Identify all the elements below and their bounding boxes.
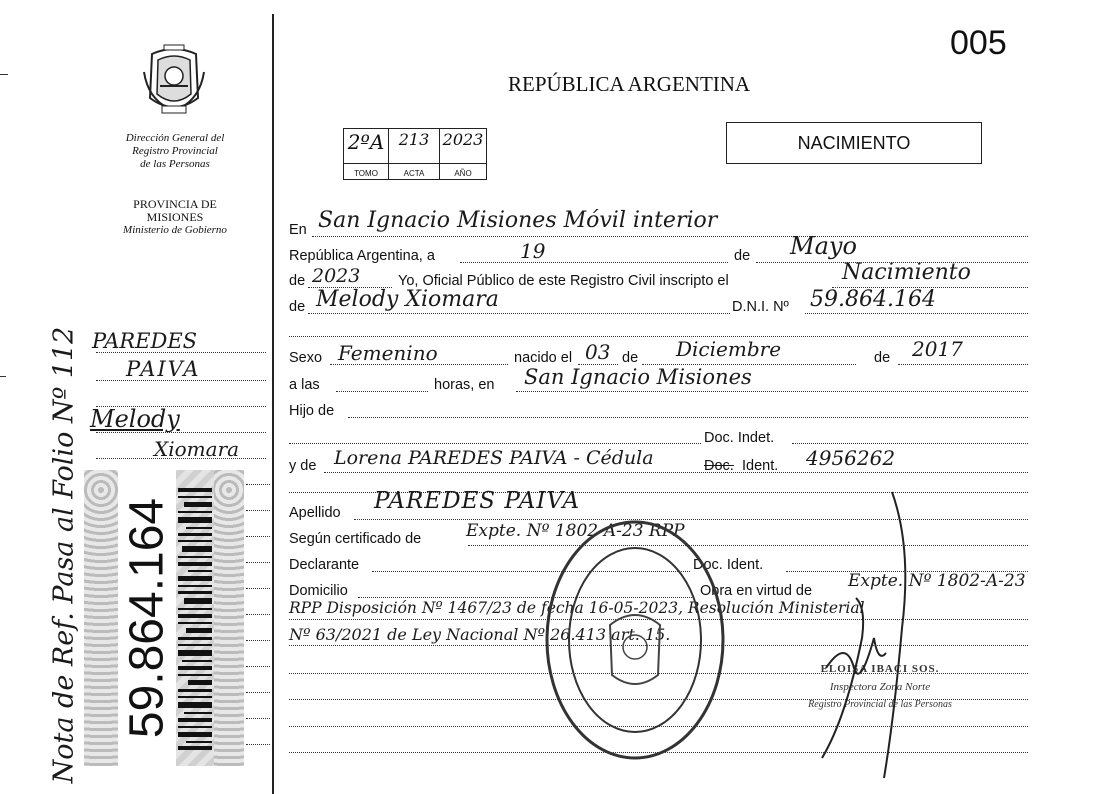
- domicilio-label: Domicilio: [289, 583, 348, 599]
- id-number-wrap: [118, 470, 176, 766]
- rpp-line: RPP Disposición Nº 1467/23 de fecha 16-05-2023, Resolución Ministerial: [289, 599, 865, 617]
- margin-surname-1: PAREDES: [92, 329, 198, 353]
- ministry-line: Ministerio de Gobierno: [123, 224, 227, 236]
- de-label: de: [734, 248, 751, 264]
- vertical-note: Nota de Ref. Pasa al Folio Nº 112: [48, 326, 80, 784]
- day-line: [460, 262, 728, 263]
- agency-block: [100, 132, 250, 171]
- name-line: [308, 313, 730, 314]
- margin-line: [246, 510, 270, 511]
- margin-line: [246, 536, 270, 537]
- mother-value: Lorena PAREDES PAIVA - Cédula: [334, 447, 654, 469]
- nacido-label: nacido el: [514, 350, 573, 366]
- dni-label: D.N.I. Nº: [732, 299, 789, 315]
- mother-line: [324, 472, 1028, 473]
- country-heading: REPÚBLICA ARGENTINA: [508, 72, 751, 96]
- en-line: [312, 236, 1028, 237]
- anio-cell: [439, 128, 487, 180]
- act-type: NACIMIENTO: [797, 133, 911, 153]
- margin-divider: [272, 14, 274, 794]
- segun-label: Según certificado de: [289, 531, 422, 547]
- id-strip-pattern: [214, 470, 244, 766]
- republica-label: República Argentina, a: [289, 248, 435, 264]
- act-type-box: [726, 122, 982, 164]
- day-value: 19: [520, 239, 546, 263]
- acta-label: ACTA: [403, 169, 425, 178]
- province-line: PROVINCIA DE: [133, 197, 217, 211]
- agency-line: Dirección General del: [125, 132, 225, 144]
- birth-day-value: 03: [585, 340, 611, 364]
- record-box-rule: [343, 163, 487, 164]
- id-strip-pattern: [84, 470, 118, 766]
- birth-year-line: [898, 364, 1028, 365]
- declarante-doc-label: Doc. Ident.: [693, 557, 764, 573]
- obra-value: Expte. Nº 1802-A-23: [848, 571, 1026, 591]
- birth-month-value: Diciembre: [676, 337, 782, 361]
- obra-label: Obra en virtud de: [700, 583, 813, 599]
- apellido-label: Apellido: [289, 505, 341, 521]
- tomo-label: TOMO: [354, 169, 378, 178]
- de-name-label: de: [289, 299, 306, 315]
- official-name: ELOISA IBACI SOS.: [820, 663, 940, 675]
- margin-line: [246, 614, 270, 615]
- acta-cell: [388, 128, 440, 180]
- acto-value: Nacimiento: [842, 260, 971, 285]
- official-office: Registro Provincial de las Personas: [808, 699, 952, 710]
- acta-value: 213: [398, 130, 430, 149]
- agency-line: Registro Provincial: [132, 145, 218, 157]
- father-line: [348, 417, 1028, 418]
- anio-value: 2023: [442, 130, 484, 149]
- margin-line: [246, 666, 270, 667]
- ley-line: Nº 63/2021 de Ley Nacional Nº 26.413 art. 15.: [289, 625, 671, 644]
- en-value: San Ignacio Misiones Móvil interior: [318, 208, 718, 233]
- margin-line: [246, 718, 270, 719]
- margin-line: [246, 744, 270, 745]
- place-line: [516, 391, 1028, 392]
- father-id-line: [792, 443, 1028, 444]
- vertical-note-wrap: [44, 326, 84, 784]
- margin-given-2: Xiomara: [154, 437, 240, 461]
- agency-line: de las Personas: [140, 158, 210, 170]
- birth-year-value: 2017: [912, 337, 963, 361]
- month-value: Mayo: [790, 232, 857, 260]
- sexo-label: Sexo: [289, 350, 323, 366]
- province-line: MISIONES: [146, 210, 204, 224]
- sexo-value: Femenino: [338, 341, 438, 365]
- dni-value: 59.864.164: [810, 287, 936, 312]
- yde-label: y de: [289, 458, 317, 474]
- child-name-value: Melody Xiomara: [316, 287, 499, 312]
- tomo-cell: [343, 128, 389, 180]
- father-doc-line: [289, 443, 701, 444]
- en-label: En: [289, 222, 307, 238]
- margin-given-1: Melody: [90, 405, 180, 433]
- oficial-text: Yo, Oficial Público de este Registro Civil inscripto el: [398, 273, 729, 289]
- apellido-value: PAREDES PAIVA: [374, 488, 581, 514]
- mother-ident-label: Ident.: [742, 458, 779, 474]
- hour-line: [336, 391, 428, 392]
- tomo-value: 2ºA: [347, 130, 385, 154]
- year-value: 2023: [312, 265, 361, 287]
- official-title: Inspectora Zona Norte: [829, 681, 931, 693]
- birth-de-label: de: [622, 350, 639, 366]
- margin-line: [246, 484, 270, 485]
- edge-mark: [0, 74, 8, 75]
- province-block: [100, 198, 250, 237]
- anio-label: AÑO: [454, 169, 472, 178]
- dni-line: [805, 313, 1028, 314]
- doc-struck-label: Doc.: [704, 458, 734, 474]
- place-value: San Ignacio Misiones: [524, 365, 752, 389]
- de-year-label: de: [289, 273, 306, 289]
- margin-surname-2: PAIVA: [126, 357, 201, 381]
- hijo-label: Hijo de: [289, 403, 335, 419]
- id-number-vertical: 59.864.164: [120, 497, 174, 739]
- page-number: 005: [950, 24, 1007, 62]
- alas-label: a las: [289, 377, 320, 393]
- margin-line: [246, 640, 270, 641]
- mother-id-value: 4956262: [806, 446, 896, 470]
- margin-line: [246, 562, 270, 563]
- signature-icon: [816, 488, 926, 788]
- edge-mark: [0, 376, 6, 377]
- provincial-seal-icon: [138, 42, 210, 118]
- doc-indet-label: Doc. Indet.: [704, 430, 775, 446]
- margin-line: [246, 588, 270, 589]
- round-stamp-icon: [540, 515, 730, 765]
- barcode-icon: [176, 488, 214, 750]
- declarante-label: Declarante: [289, 557, 360, 573]
- certificado-value: Expte. Nº 1802-A-23 RPP: [466, 521, 685, 541]
- margin-line: [246, 692, 270, 693]
- birth-de2-label: de: [874, 350, 891, 366]
- horas-label: horas, en: [434, 377, 495, 393]
- id-strip: [84, 470, 244, 766]
